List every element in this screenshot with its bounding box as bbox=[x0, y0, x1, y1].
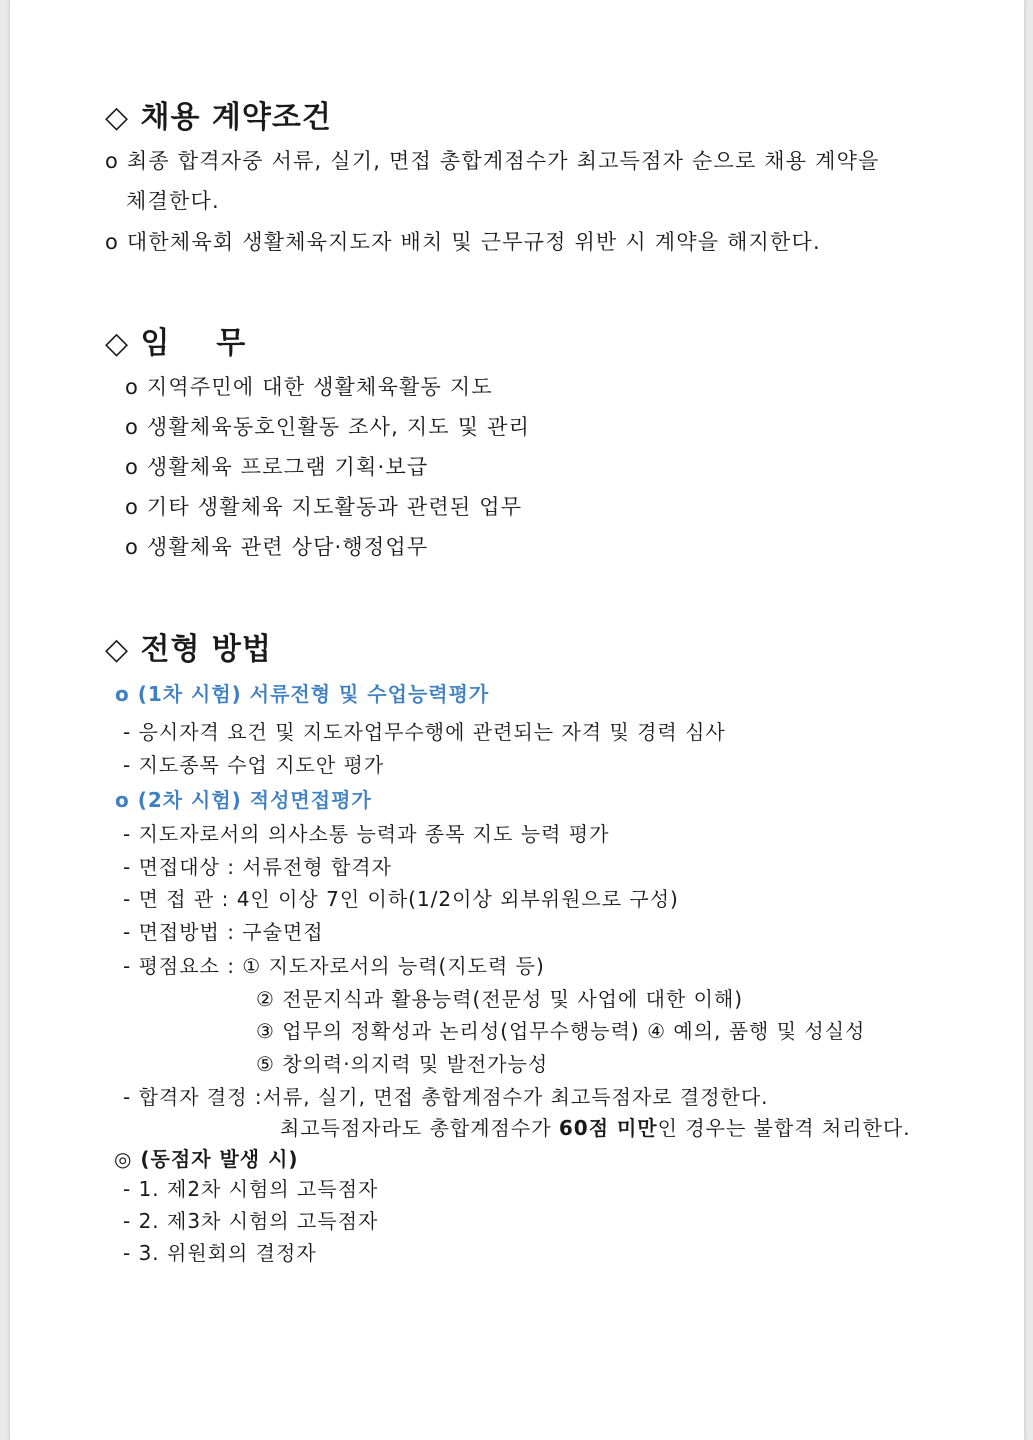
section-title-duties: ◇ 임 무 bbox=[105, 326, 247, 361]
duty-item: o 생활체육 관련 상담·행정업무 bbox=[125, 535, 429, 559]
decision-line-2-pre: 최고득점자라도 총합계점수가 bbox=[280, 1116, 559, 1140]
contract-item-2: o 대한체육회 생활체육지도자 배치 및 근무규정 위반 시 계약을 해지한다. bbox=[105, 230, 821, 254]
duty-item: o 지역주민에 대한 생활체육활동 지도 bbox=[125, 375, 493, 399]
criteria-item: ② 전문지식과 활용능력(전문성 및 사업에 대한 이해) bbox=[256, 987, 744, 1011]
document-page bbox=[10, 0, 1024, 1440]
round2-item: - 면 접 관 : 4인 이상 7인 이하(1/2이상 외부위원으로 구성) bbox=[123, 887, 679, 911]
round2-item: - 면접대상 : 서류전형 합격자 bbox=[123, 855, 392, 879]
round1-item: - 응시자격 요건 및 지도자업무수행에 관련되는 자격 및 경력 심사 bbox=[123, 720, 726, 744]
tie-title: ◎ (동점자 발생 시) bbox=[114, 1147, 299, 1171]
decision-line-2-post: 인 경우는 불합격 처리한다. bbox=[657, 1116, 911, 1140]
contract-item-1-cont: 체결한다. bbox=[126, 189, 220, 213]
criteria-item: ⑤ 창의력·의지력 및 발전가능성 bbox=[256, 1052, 549, 1076]
section-title-selection: ◇ 전형 방법 bbox=[105, 632, 272, 667]
criteria-item: ③ 업무의 정확성과 논리성(업무수행능력) ④ 예의, 품행 및 성실성 bbox=[256, 1019, 866, 1043]
decision-line-1: - 합격자 결정 :서류, 실기, 면접 총합계점수가 최고득점자로 결정한다. bbox=[123, 1085, 769, 1109]
tie-item: - 2. 제3차 시험의 고득점자 bbox=[123, 1209, 379, 1233]
round2-item: - 면접방법 : 구술면접 bbox=[123, 920, 324, 944]
round1-title: o (1차 시험) 서류전형 및 수업능력평가 bbox=[115, 682, 490, 706]
round1-item: - 지도종목 수업 지도안 평가 bbox=[123, 753, 385, 777]
decision-threshold: 60점 미만 bbox=[558, 1116, 658, 1140]
duty-item: o 생활체육동호인활동 조사, 지도 및 관리 bbox=[125, 415, 531, 439]
duty-item: o 기타 생활체육 지도활동과 관련된 업무 bbox=[125, 495, 523, 519]
tie-item: - 3. 위원회의 결정자 bbox=[123, 1241, 317, 1265]
round2-title: o (2차 시험) 적성면접평가 bbox=[115, 788, 372, 812]
round2-item: - 지도자로서의 의사소통 능력과 종목 지도 능력 평가 bbox=[123, 822, 610, 846]
round2-item: - 평점요소 : ① 지도자로서의 능력(지도력 등) bbox=[123, 954, 545, 978]
duty-item: o 생활체육 프로그램 기획·보급 bbox=[125, 455, 429, 479]
section-title-contract: ◇ 채용 계약조건 bbox=[105, 100, 332, 135]
tie-item: - 1. 제2차 시험의 고득점자 bbox=[123, 1177, 379, 1201]
contract-item-1: o 최종 합격자중 서류, 실기, 면접 총합계점수가 최고득점자 순으로 채용 계약을 bbox=[105, 149, 880, 173]
decision-line-2 bbox=[280, 1112, 911, 1141]
